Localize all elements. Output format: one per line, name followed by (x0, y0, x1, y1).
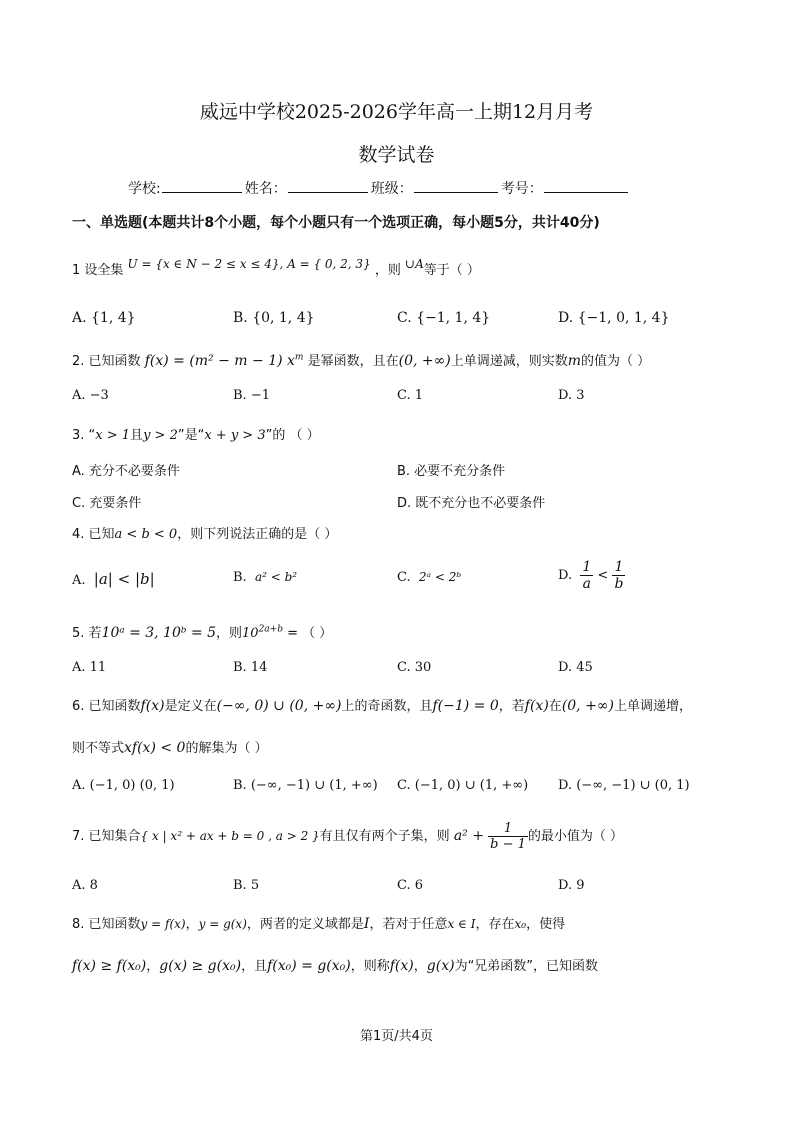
page-number: 第1页/共4页 (360, 1029, 433, 1044)
examno-blank (544, 180, 628, 193)
question-4-option-b: B. a² < b² (233, 570, 298, 585)
question-1-option-c: C. {−1, 1, 4} (397, 310, 491, 326)
question-6-option-a: A. (−1, 0) (0, 1) (72, 778, 175, 793)
question-7-option-b: B. 5 (233, 878, 260, 893)
question-2-option-a: A. −3 (72, 388, 109, 403)
page-subtitle: 数学试卷 (358, 144, 435, 166)
question-5-option-a: A. 11 (72, 660, 107, 675)
question-1-option-d: D. {−1, 0, 1, 4} (558, 310, 670, 326)
question-1-stem: 1 设全集 U = {x ∈ N − 2 ≤ x ≤ 4}, A = { 0, 2, 3} ，则 ∪A等于（ ） (72, 257, 480, 278)
question-2-option-b: B. −1 (233, 388, 270, 403)
question-5-stem: 5. 若10ᵃ = 3, 10ᵇ = 5，则$10^{2a+b}$ = （ ） (72, 624, 333, 641)
question-2-stem: 2. 已知函数 f(x) = (m² − m − 1) $x^m$ 是幂函数，且在(0, +∞)上单调递减，则实数m的值为（ ） (72, 352, 651, 369)
question-4-stem: 4. 已知a < b < 0，则下列说法正确的是（ ） (72, 527, 338, 542)
name-label: 姓名： (244, 181, 287, 197)
question-5-option-c: C. 30 (397, 660, 432, 675)
school-label: 学校: (128, 181, 161, 197)
question-6-stem-line2: 则不等式xf(x) < 0的解集为（ ） (72, 740, 268, 756)
question-3-option-c: C. 充要条件 (72, 496, 142, 511)
question-4-option-d: D. $\frac{1}{a}$ < $\frac{1}{b}$ (558, 559, 624, 592)
question-3-option-a: A. 充分不必要条件 (72, 464, 180, 479)
question-3-option-d: D. 既不充分也不必要条件 (397, 496, 546, 511)
page-title: 威远中学校2025-2026学年高一上期12月月考 (199, 101, 594, 123)
question-2-option-c: C. 1 (397, 388, 424, 403)
school-blank (162, 180, 242, 193)
question-7-option-c: C. 6 (397, 878, 424, 893)
question-4-option-c: C. 2ᵃ < 2ᵇ (397, 570, 462, 585)
question-2-option-d: D. 3 (558, 388, 585, 403)
question-5-option-b: B. 14 (233, 660, 268, 675)
question-8-stem-line2: f(x) ≥ f(x₀)，g(x) ≥ g(x₀)，且f(x₀) = g(x₀)，则称f(x)，g(x)为“兄弟函数”，已知函数 (72, 958, 599, 974)
question-7-option-d: D. 9 (558, 878, 585, 893)
question-7-option-a: A. 8 (72, 878, 98, 893)
name-blank (288, 180, 368, 193)
question-6-option-c: C. (−1, 0) ∪ (1, +∞) (397, 778, 529, 793)
question-3-stem: 3. “x > 1且y > 2”是“x + y > 3”的 （ ） (72, 428, 320, 443)
question-7-stem: 7. 已知集合{ x | x² + ax + b = 0 , a > 2 }有且仅有两个子集，则 a² + $\frac{1}{b - 1}$ 的最小值为（ ） (72, 821, 623, 852)
question-5-option-d: D. 45 (558, 660, 593, 675)
class-blank (414, 180, 498, 193)
question-6-option-b: B. (−∞, −1) ∪ (1, +∞) (233, 778, 378, 793)
student-info-row (128, 178, 631, 198)
question-6-option-d: D. (−∞, −1) ∪ (0, 1) (558, 778, 690, 793)
examno-label: 考号： (500, 181, 543, 197)
section-heading: 一、单选题(本题共计8个小题，每个小题只有一个选项正确，每小题5分，共计40分) (72, 215, 600, 231)
question-4-option-a: A. |a| < |b| (72, 570, 155, 588)
class-label: 班级： (370, 181, 413, 197)
question-6-stem: 6. 已知函数f(x)是定义在(−∞, 0) ∪ (0, +∞)上的奇函数，且f(−1) = 0，若f(x)在(0, +∞)上单调递增， (72, 698, 692, 714)
question-8-stem: 8. 已知函数y = f(x)，y = g(x)，两者的定义域都是I，若对于任意x ∈ I，存在x₀，使得 (72, 916, 566, 932)
question-1-option-a: A. {1, 4} (72, 310, 136, 326)
question-3-option-b: B. 必要不充分条件 (397, 464, 506, 479)
question-1-option-b: B. {0, 1, 4} (233, 310, 315, 326)
